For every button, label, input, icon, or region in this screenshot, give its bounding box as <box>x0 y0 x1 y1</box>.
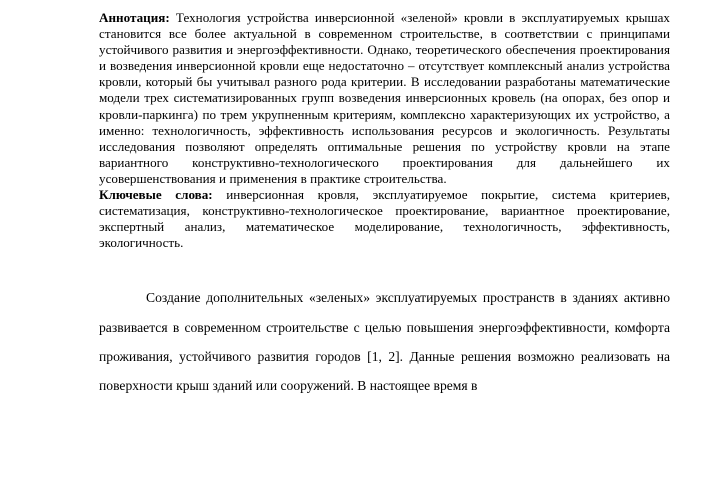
keywords-text: инверсионная кровля, эксплуатируемое покрытие, система критериев, систематизация, конструктивно-технологическое проектирование, вариантное проектирование, экспертный анализ, математическое моделирование, технологичность, эффективность, экологичность. <box>99 187 670 251</box>
keywords-section <box>99 187 670 251</box>
keywords-label: Ключевые слова: <box>99 187 213 203</box>
text-column <box>99 0 670 400</box>
abstract-paragraph <box>99 10 670 187</box>
keywords-paragraph <box>99 187 670 251</box>
abstract-text: Технология устройства инверсионной «зеленой» кровли в эксплуатируемых крышах становится все более актуальной в современном строительстве, в соответствии с принципами устойчивого развития и энергоэффективности. Однако, теоретического обеспечения проектирования и возведения инверсионной кровли еще недостаточно – отсутствует комплексный анализ устройства кровли, который бы учитывал разного рода критерии. В исследовании разработаны математические модели трех систематизированных групп возведения инверсионных кровель (на опорах, без опор и кровли-паркинга) по трем укрупненным критериям, комплексно характеризующих их устройство, а именно: технологичность, эффективность использования ресурсов и экологичность. Результаты исследования позволяют определять оптимальные решения по устройству кровли на этапе вариантного конструктивно-технологического проектирования для дальнейшего их усовершенствования и применения в практике строительства. <box>99 10 670 186</box>
body-paragraph-1: Создание дополнительных «зеленых» эксплуатируемых пространств в зданиях активно развивается в современном строительстве с целью повышения энергоэффективности, комфорта проживания, устойчивого развития городов [1, 2]. Данные решения возможно реализовать на поверхности крыш зданий или сооружений. В настоящее время в <box>99 290 670 394</box>
abstract-label: Аннотация: <box>99 10 170 25</box>
abstract-section <box>99 10 670 187</box>
body-section <box>99 283 670 400</box>
